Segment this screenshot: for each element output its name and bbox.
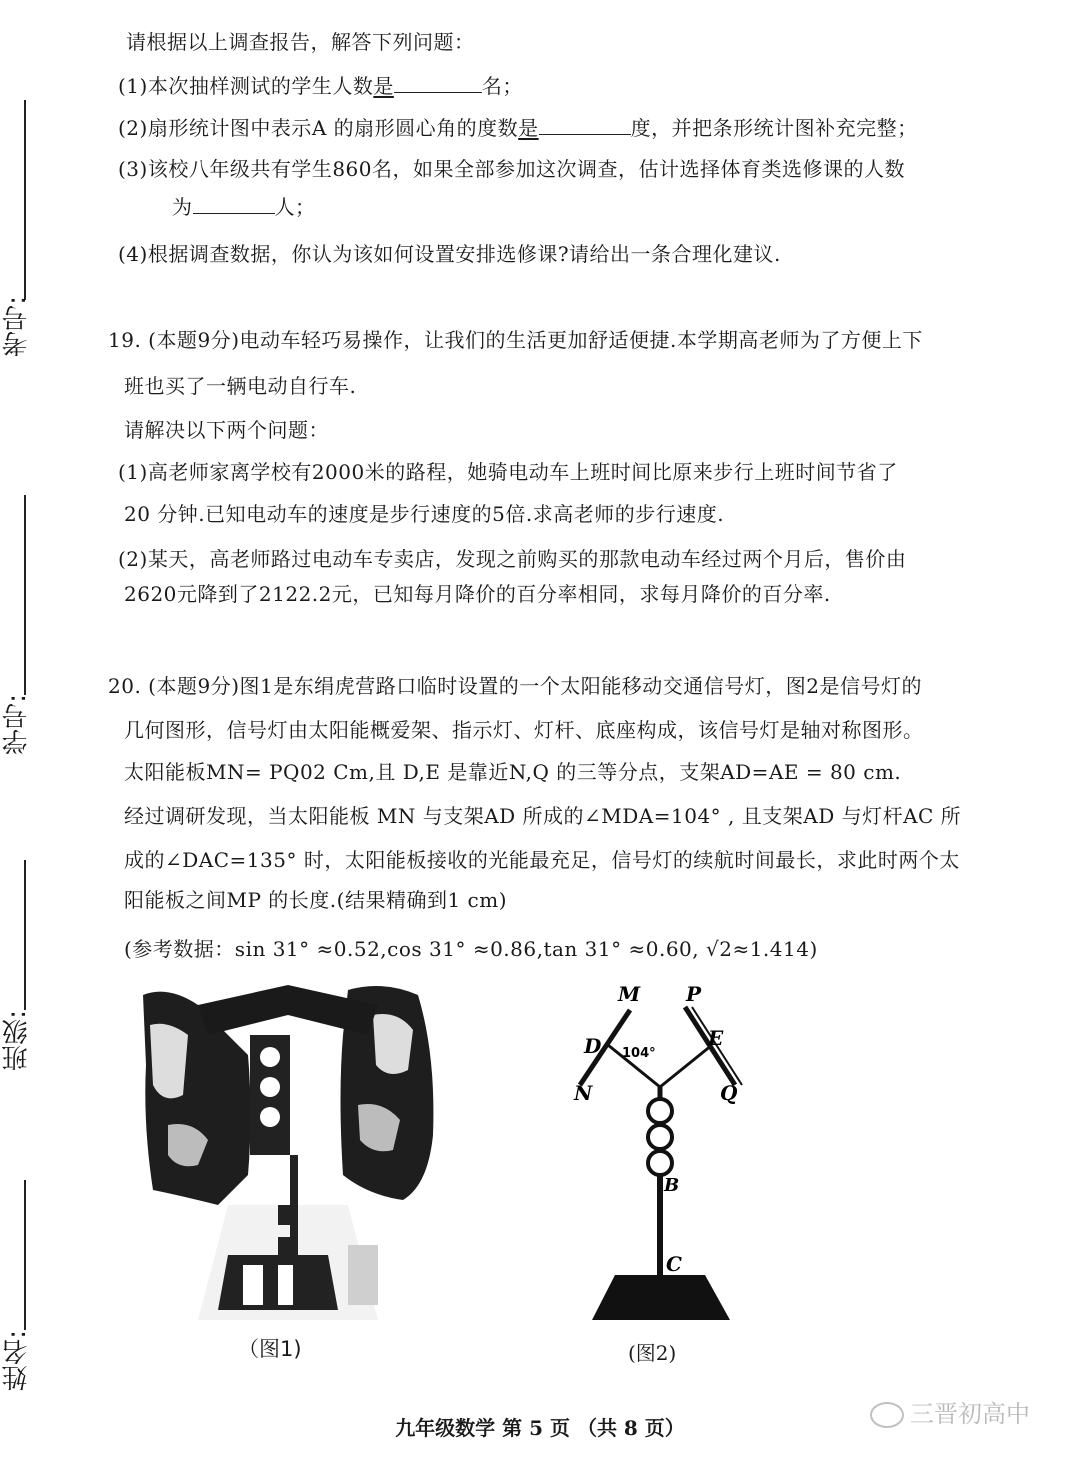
page-footer: 九年级数学 第 5 页 （共 8 页） — [395, 1416, 685, 1440]
q18-part3-wei: 为 — [172, 195, 193, 219]
q19-line5: 20 分钟.已知电动车的速度是步行速度的5倍.求高老师的步行速度. — [124, 502, 725, 526]
q18-part2 — [118, 112, 918, 142]
q18-part1-unit: 名； — [481, 74, 523, 98]
margin-line-3 — [24, 860, 26, 1010]
label-N: N — [574, 1081, 593, 1105]
wechat-icon — [870, 1402, 904, 1428]
figure2-diagram — [560, 975, 780, 1335]
watermark — [870, 1394, 1030, 1429]
q18-part3-blank — [193, 191, 275, 214]
figure1-photo — [138, 975, 438, 1320]
q18-part2-blank — [539, 112, 631, 135]
q18-part1-is: 是 — [373, 74, 394, 98]
margin-line-2 — [24, 495, 26, 695]
q18-part1-blank — [394, 70, 482, 93]
q20-line3: 太阳能板MN= PQ02 Cm,且 D,E 是靠近N,Q 的三等分点，支架AD=AE = 80 cm. — [124, 760, 902, 784]
label-Q: Q — [720, 1081, 738, 1105]
margin-label-xuehao: 学号: — [2, 694, 32, 755]
q18-intro: 请根据以上调查报告，解答下列问题： — [126, 30, 475, 54]
figure1-caption: （图1) — [238, 1337, 302, 1361]
q20-line4: 经过调研发现，当太阳能板 MN 与支架AD 所成的∠MDA=104° , 且支架AD 与灯杆AC 所 — [124, 804, 962, 828]
figure2-caption: (图2) — [628, 1341, 677, 1365]
margin-label-kaohao: 考号: — [2, 296, 32, 357]
q19-line3: 请解决以下两个问题： — [124, 418, 329, 442]
label-D: D — [584, 1034, 602, 1058]
q18-part3-unit: 人； — [274, 195, 316, 219]
q19-line4: (1)高老师家离学校有2000米的路程，她骑电动车上班时间比原来步行上班时间节省了 — [118, 460, 898, 484]
q18-part1 — [118, 70, 523, 100]
q20-line5: 成的∠DAC=135° 时，太阳能板接收的光能最充足，信号灯的续航时间最长，求此时两个太 — [124, 848, 960, 872]
margin-label-xingming: 姓名: — [2, 1330, 32, 1391]
margin-line-1 — [24, 100, 26, 300]
q20-line1: 20. (本题9分)图1是东绢虎营路口临时设置的一个太阳能移动交通信号灯，图2是信号灯的 — [108, 674, 922, 698]
label-M: M — [618, 982, 641, 1006]
q20-line2: 几何图形，信号灯由太阳能概爱架、指示灯、灯杆、底座构成，该信号灯是轴对称图形。 — [124, 718, 924, 742]
q19-line2: 班也买了一辆电动自行车. — [124, 374, 357, 398]
watermark-text: 三晋初高中 — [910, 1400, 1030, 1428]
label-E: E — [708, 1026, 724, 1050]
q18-part3: (3)该校八年级共有学生860名，如果全部参加这次调查，估计选择体育类选修课的人数 — [118, 157, 906, 181]
q18-part2-unit: 度，并把条形统计图补充完整； — [630, 116, 918, 140]
label-P: P — [686, 982, 702, 1006]
q19-line6: (2)某天，高老师路过电动车专卖店，发现之前购买的那款电动车经过两个月后，售价由 — [118, 547, 907, 571]
q18-part3-cont — [172, 191, 316, 221]
angle-label: 104° — [622, 1046, 656, 1061]
q18-part2-text: (2)扇形统计图中表示A 的扇形圆心角的度数 — [118, 116, 519, 140]
label-C: C — [666, 1252, 682, 1276]
margin-line-4 — [24, 1180, 26, 1330]
q20-line6: 阳能板之间MP 的长度.(结果精确到1 cm) — [124, 888, 508, 912]
q19-line1: 19. (本题9分)电动车轻巧易操作，让我们的生活更加舒适便捷.本学期高老师为了方便上下 — [108, 328, 923, 352]
q19-line7: 2620元降到了2122.2元，已知每月降价的百分率相同，求每月降价的百分率. — [124, 582, 831, 606]
q18-part2-is: 是 — [518, 116, 539, 140]
margin-label-banji: 班级: — [2, 1010, 32, 1071]
label-B: B — [664, 1175, 680, 1196]
q18-part1-text: (1)本次抽样测试的学生人数 — [118, 74, 374, 98]
q18-part4: (4)根据调查数据，你认为该如何设置安排选修课?请给出一条合理化建议. — [118, 242, 781, 266]
q20-reference-data: (参考数据：sin 31° ≈0.52,cos 31° ≈0.86,tan 31° ≈0.60, √2≈1.414) — [124, 937, 818, 961]
